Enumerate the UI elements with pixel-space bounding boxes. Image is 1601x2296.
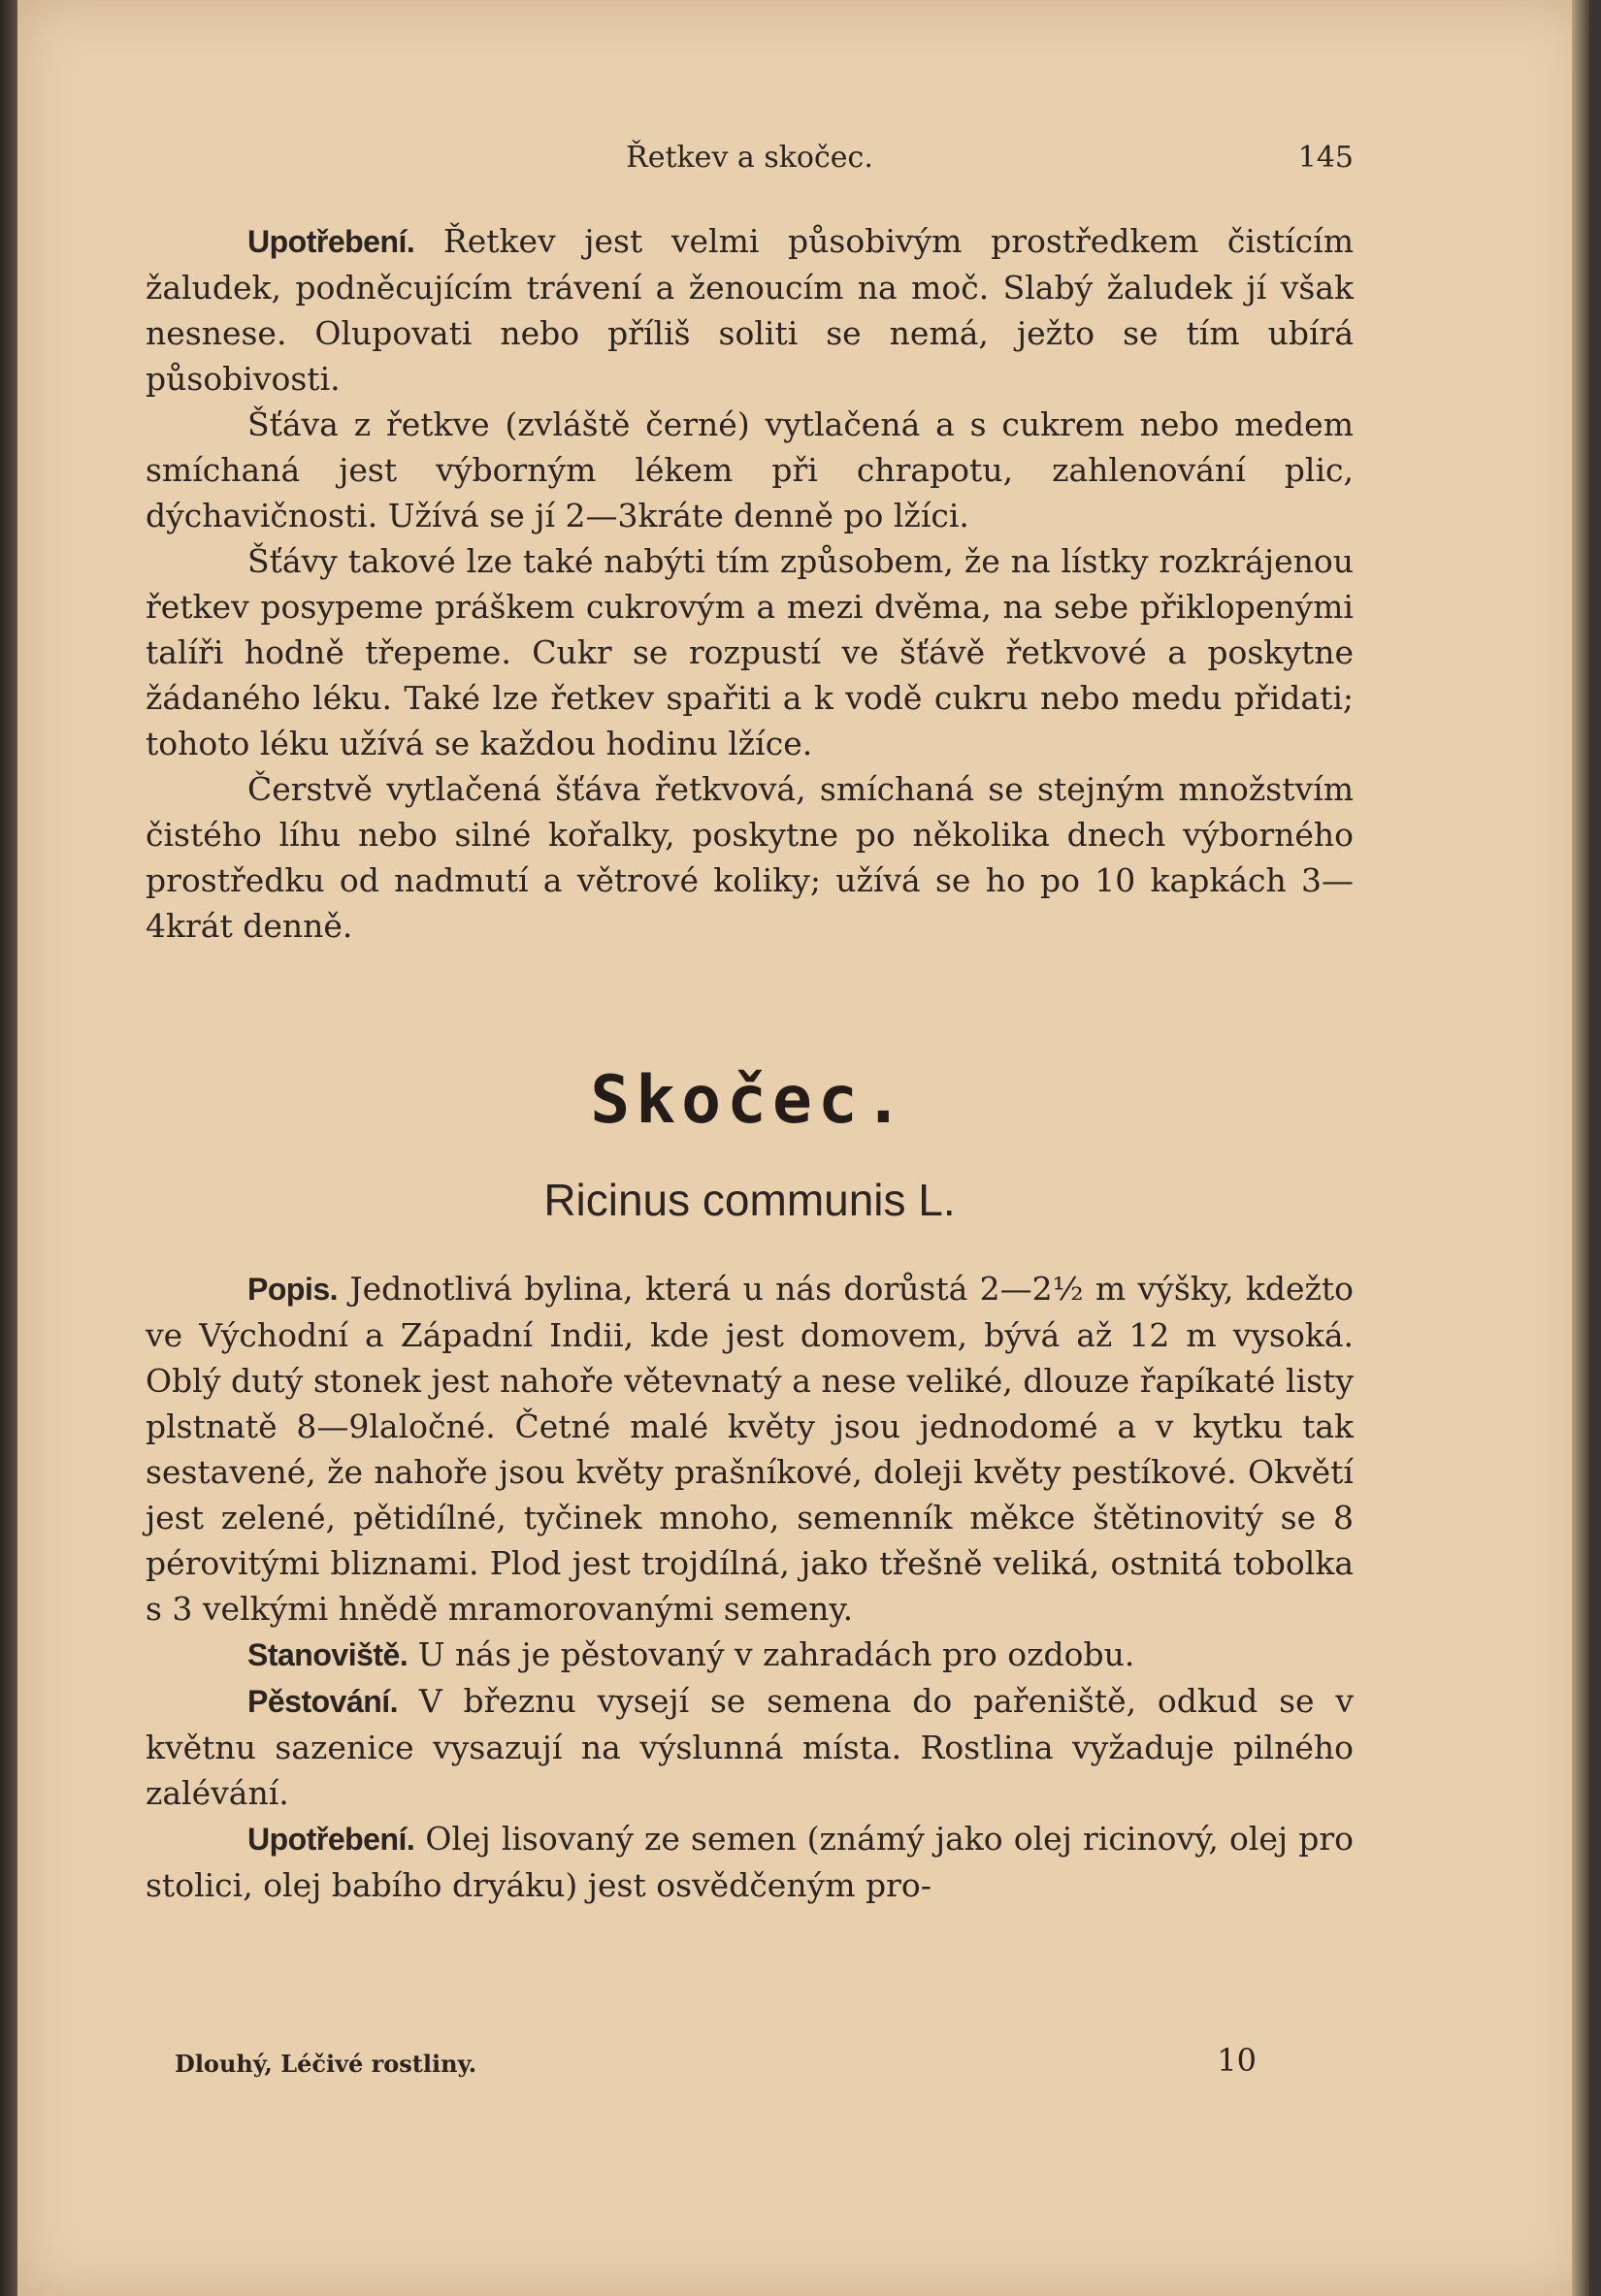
run-in-heading: Upotřebení. — [247, 1822, 415, 1857]
paragraph — [146, 1632, 1354, 1678]
paragraph — [146, 218, 1354, 402]
page-edge — [1572, 0, 1589, 2296]
page-header — [146, 141, 1354, 189]
running-title: Řetkev a skočec. — [626, 141, 873, 175]
castor-description-section — [146, 1266, 1354, 1908]
run-in-heading: Pěstování. — [247, 1684, 399, 1719]
section-title: Skočec. — [590, 1062, 909, 1139]
paragraph — [146, 766, 1354, 949]
run-in-heading: Popis. — [247, 1272, 339, 1307]
paragraph-text: U nás je pěstovaný v zahradách pro ozdobu. — [408, 1635, 1135, 1673]
sheet-signature: Dlouhý, Léčivé rostliny. — [175, 2050, 477, 2078]
paragraph-text: Olej lisovaný ze semen (známý jako olej ricinový, olej pro stolici, olej babího dryáku) jest osvědčeným pro- — [146, 1820, 1354, 1904]
paragraph — [146, 538, 1354, 766]
radish-usage-section — [146, 218, 1354, 949]
paragraph-text: Řetkev jest velmi působivým prostředkem čistícím žaludek, podněcujícím trávení a ženoucím na moč. Slabý žaludek jí však nesnese. Olupovati nebo příliš soliti se nemá, ježto se tím ubírá působivosti. — [146, 222, 1354, 398]
sheet-number: 10 — [1217, 2042, 1257, 2079]
paragraph-text: Čerstvě vytlačená šťáva řetkvová, smíchaná se stejným množstvím čistého líhu nebo silné kořalky, poskytne po několika dnech výborného prostředku od nadmutí a větrové koliky; užívá se ho po 10 kapkách 3—4krát denně. — [146, 770, 1354, 945]
paragraph — [146, 402, 1354, 538]
paragraph-text: Šťáva z řetkve (zvláště černé) vytlačená a s cukrem nebo medem smíchaná jest výborným lékem při chrapotu, zahlenování plic, dýchavičnosti. Užívá se jí 2—3kráte denně po lžíci. — [146, 405, 1354, 534]
paragraph — [146, 1678, 1354, 1816]
run-in-heading: Upotřebení. — [247, 224, 415, 259]
run-in-heading: Stanoviště. — [247, 1637, 408, 1672]
latin-name: Ricinus communis L. — [543, 1175, 956, 1225]
paragraph-text: V březnu vysejí se semena do pařeniště, odkud se v květnu sazenice vysazují na výslunná místa. Rostlina vyžaduje pilného zalévání. — [146, 1682, 1354, 1812]
paragraph-text: Šťávy takové lze také nabýti tím způsobem, že na lístky rozkrájenou řetkev posypeme práškem cukrovým a mezi dvěma, na sebe přiklopenými talíři hodně třepeme. Cukr se rozpustí ve šťávě řetkvové a poskytne žádaného léku. Také lze řetkev spařiti a k vodě cukru nebo medu přidati; tohoto léku užívá se každou hodinu lžíce. — [146, 542, 1354, 762]
page-number: 145 — [1297, 141, 1354, 175]
paragraph — [146, 1266, 1354, 1632]
page-footer — [175, 2042, 1257, 2081]
paragraph — [146, 1816, 1354, 1908]
paragraph-text: Jednotlivá bylina, která u nás dorůstá 2—2½ m výšky, kdežto ve Východní a Západní Indii, kde jest domovem, bývá až 12 m vysoká. Oblý dutý stonek jest nahoře větevnatý a nese veliké, dlouze řapíkaté listy plstnatě 8—9laločné. Četné malé květy jsou jednodomé a v kytku tak sestavené, že nahoře jsou květy prašníkové, doleji květy pestíkové. Okvětí jest zelené, pětidílné, tyčinek mnoho, semenník měkce štětinovitý se 8 pérovitými bliznami. Plod jest trojdílná, jako třešně veliká, ostnitá tobolka s 3 velkými hnědě mramorovanými semeny. — [146, 1270, 1354, 1628]
